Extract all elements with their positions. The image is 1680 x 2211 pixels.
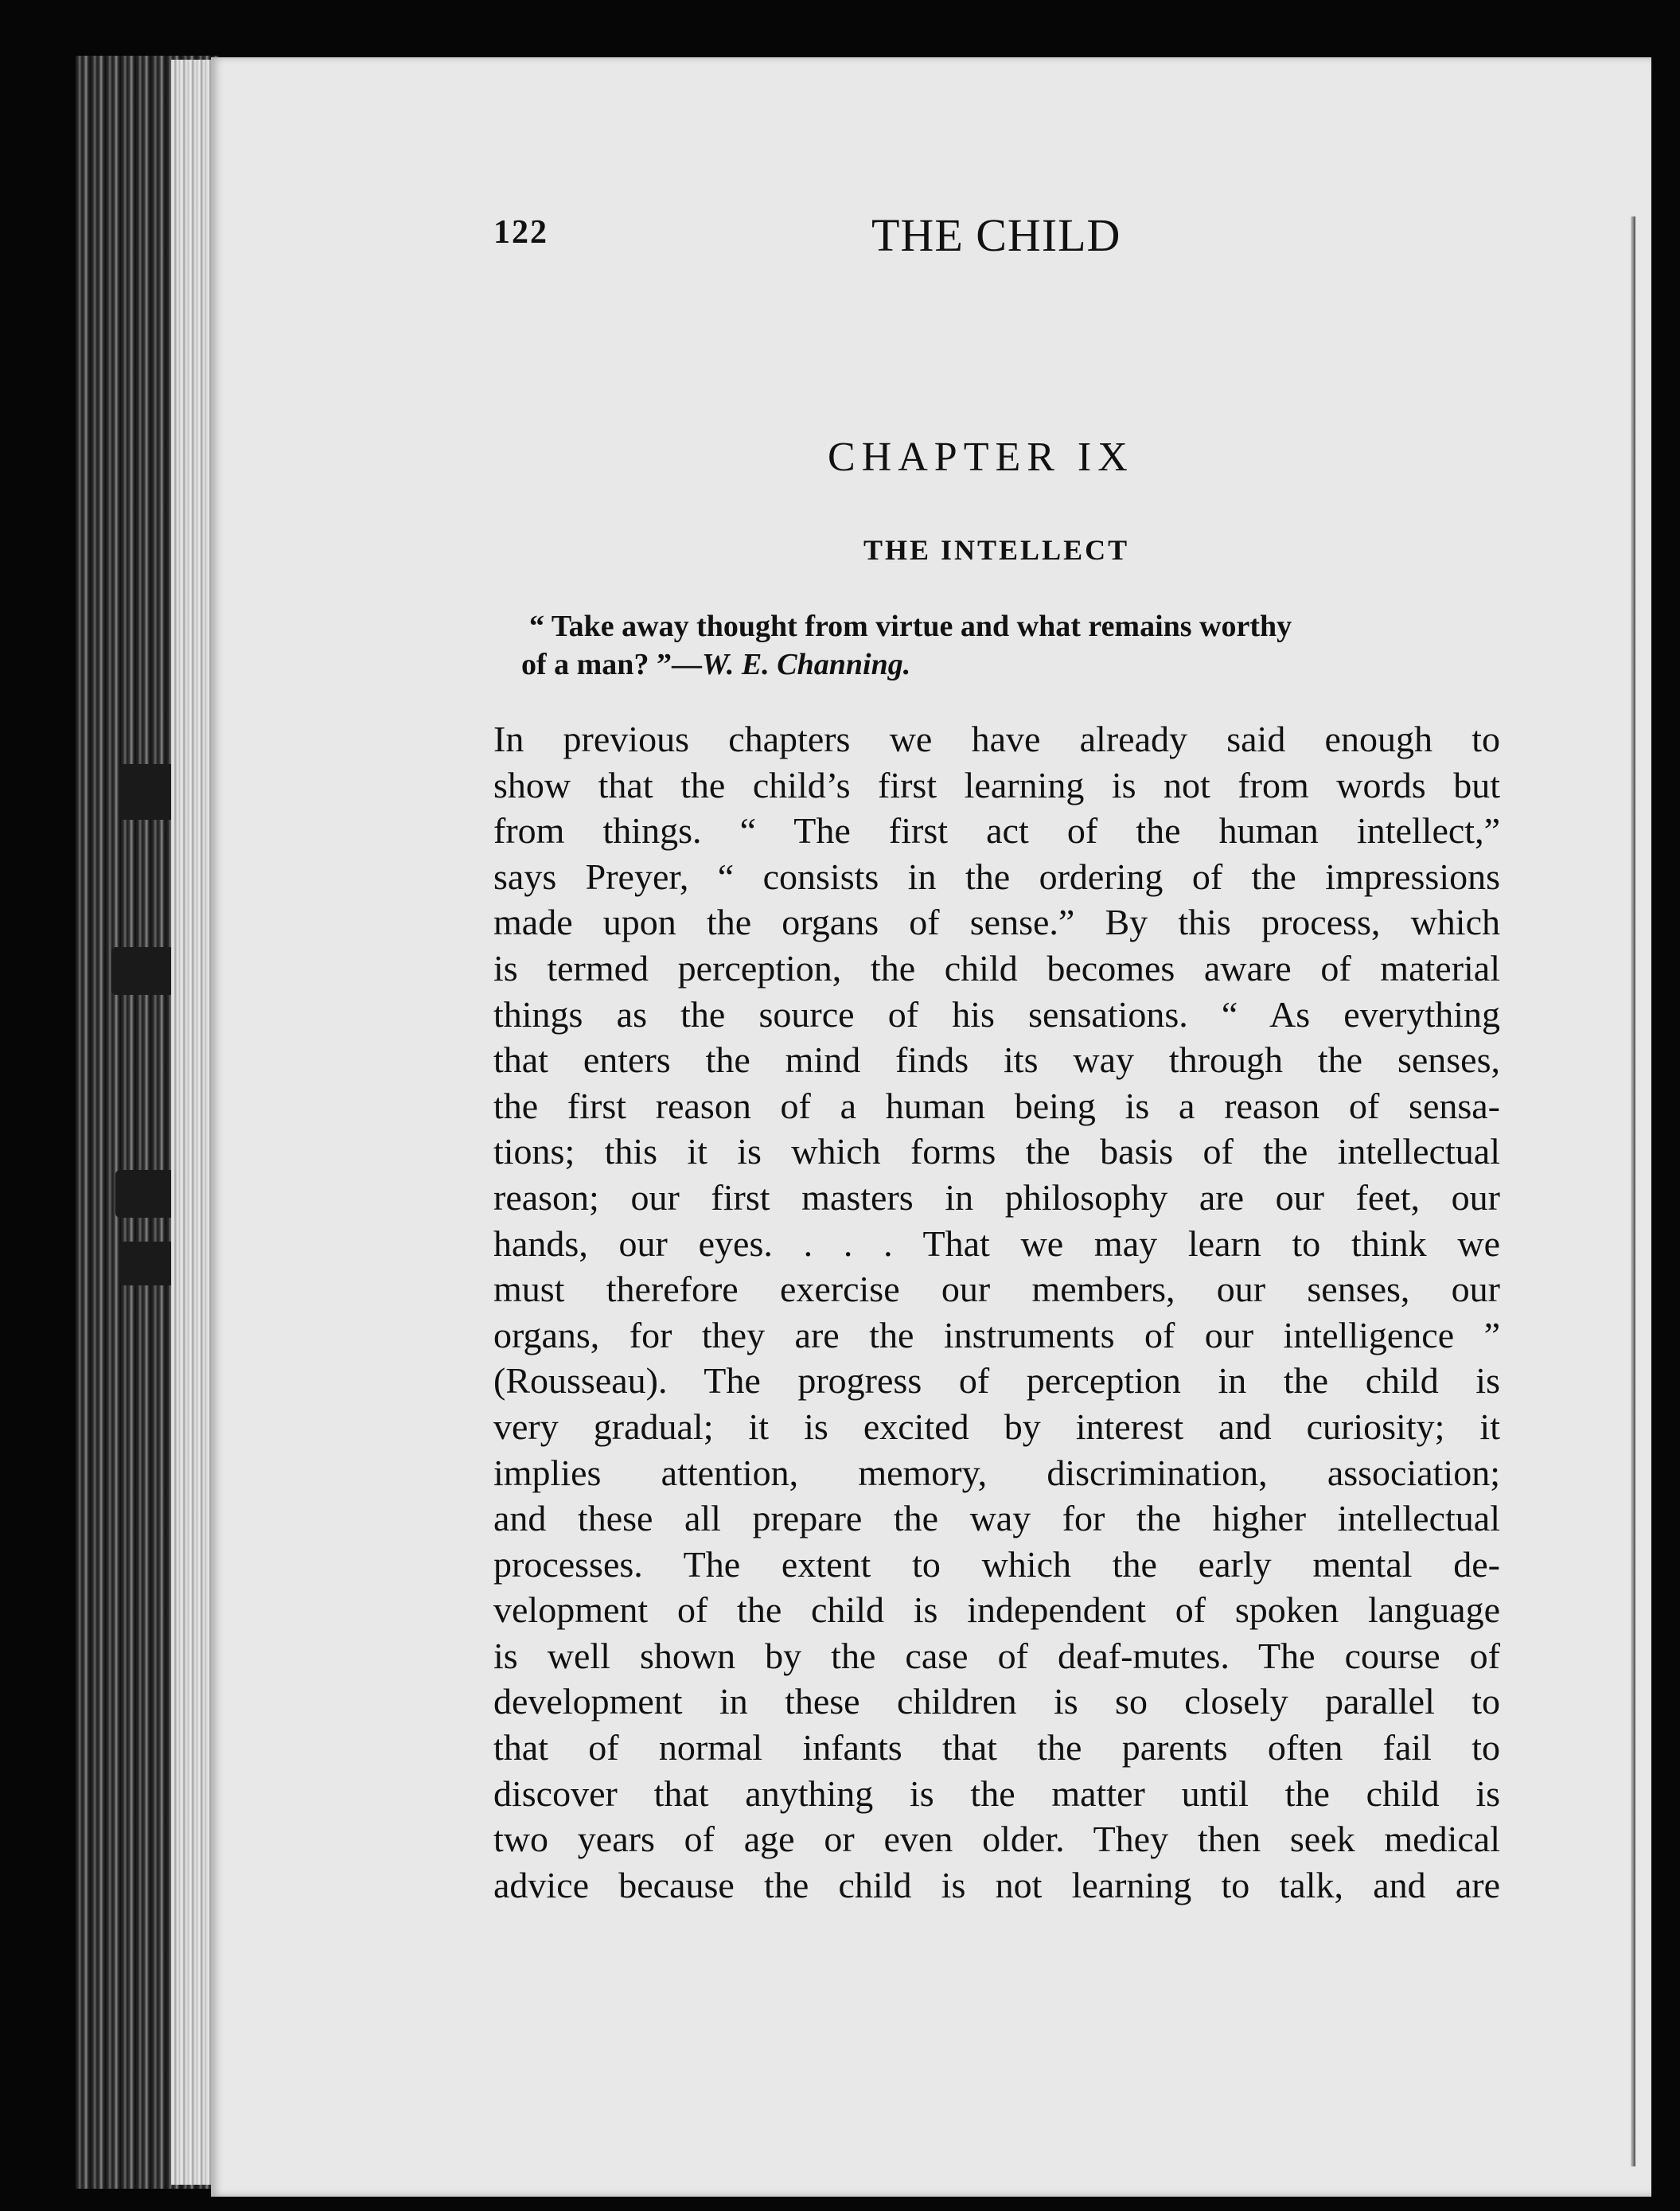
- body-line: reason; our first masters in philosophy are our feet, our: [493, 1176, 1500, 1218]
- epigraph-line-2-text: of a man? ”—: [521, 648, 702, 681]
- body-line: processes. The extent to which the early mental de-: [493, 1543, 1500, 1585]
- body-line: the first reason of a human being is a reason of sensa-: [493, 1085, 1500, 1126]
- body-line: from things. “ The first act of the human intellect,”: [493, 810, 1500, 852]
- body-line: very gradual; it is excited by interest and curiosity; it: [493, 1406, 1500, 1447]
- body-line: that enters the mind finds its way through the senses,: [493, 1039, 1500, 1081]
- body-line: advice because the child is not learning to talk, and are: [493, 1864, 1500, 1905]
- binding-shadow: [111, 947, 175, 995]
- body-line: two years of age or even older. They then seek medical: [493, 1819, 1500, 1860]
- body-line: hands, our eyes. . . . That we may learn to think we: [493, 1222, 1500, 1264]
- body-line: and these all prepare the way for the higher intellectual: [493, 1498, 1500, 1539]
- body-line: says Preyer, “ consists in the ordering of the impressions: [493, 856, 1500, 897]
- binding-shadow: [115, 1170, 175, 1218]
- body-text: [493, 716, 1500, 1908]
- chapter-heading: CHAPTER IX: [828, 435, 1134, 480]
- body-line: is well shown by the case of deaf-mutes. The course of: [493, 1635, 1500, 1676]
- body-line: things as the source of his sensations. “ As everything: [493, 993, 1500, 1035]
- body-line: development in these children is so closely parallel to: [493, 1681, 1500, 1722]
- binding-shadow: [119, 764, 175, 820]
- body-line: discover that anything is the matter until the child is: [493, 1772, 1500, 1814]
- epigraph-line-2: [521, 645, 1500, 684]
- body-line: In previous chapters we have already said enough to: [493, 719, 1500, 759]
- body-line: show that the child’s first learning is not from words but: [493, 764, 1500, 805]
- running-title: THE CHILD: [871, 209, 1121, 261]
- body-line: tions; this it is which forms the basis of the intellectual: [493, 1131, 1500, 1172]
- body-line: organs, for they are the instruments of our intelligence ”: [493, 1314, 1500, 1355]
- page-stack-edge: [171, 60, 212, 2185]
- body-line: is termed perception, the child becomes aware of material: [493, 947, 1500, 989]
- body-line: must therefore exercise our members, our senses, our: [493, 1269, 1500, 1310]
- body-line: that of normal infants that the parents often fail to: [493, 1727, 1500, 1768]
- binding-shadow: [119, 1242, 175, 1285]
- body-line: (Rousseau). The progress of perception in the child is: [493, 1360, 1500, 1402]
- chapter-title: THE INTELLECT: [863, 534, 1130, 566]
- page-right-shadow: [1631, 216, 1635, 2166]
- page-number: 122: [493, 214, 548, 251]
- epigraph-line-1: “ Take away thought from virtue and what remains worthy: [529, 610, 1292, 643]
- body-line: velopment of the child is independent of spoken language: [493, 1589, 1500, 1631]
- body-line: implies attention, memory, discrimination, association;: [493, 1452, 1500, 1493]
- epigraph-attribution: W. E. Channing.: [701, 648, 911, 681]
- body-line: made upon the organs of sense.” By this process, which: [493, 902, 1500, 943]
- epigraph: [521, 607, 1500, 684]
